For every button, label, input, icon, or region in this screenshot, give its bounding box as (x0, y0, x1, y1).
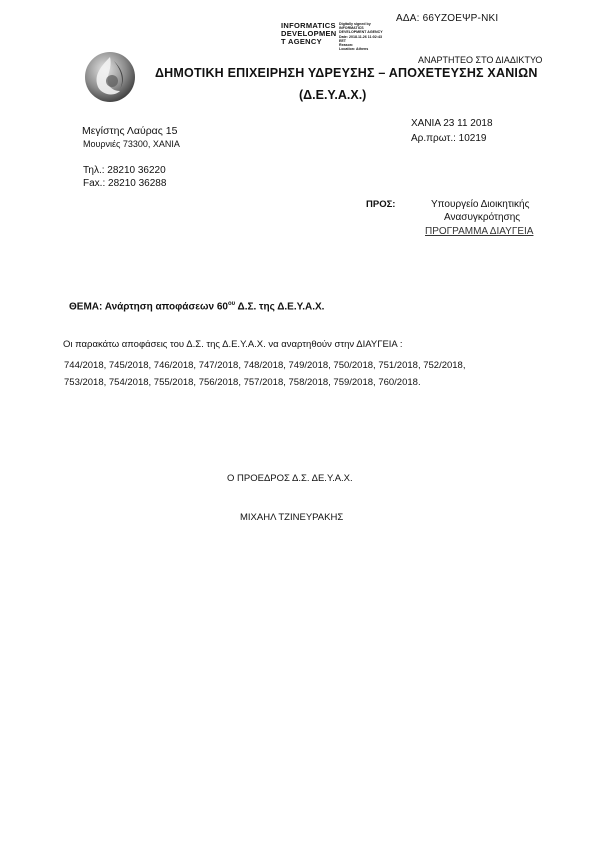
decisions-list-line: 753/2018, 754/2018, 755/2018, 756/2018, 757/2018, 758/2018, 759/2018, 760/2018. (64, 377, 421, 388)
recipient-line: Υπουργείο Διοικητικής (431, 199, 530, 210)
ada-code: ΑΔΑ: 66ΥΖΟΕΨΡ-ΝΚΙ (396, 13, 499, 24)
document-date: ΧΑΝΙΑ 23 11 2018 (411, 118, 493, 129)
body-intro: Οι παρακάτω αποφάσεις του Δ.Σ. της Δ.Ε.Υ.Α.Χ. να αναρτηθούν στην ΔΙΑΥΓΕΙΑ : (63, 339, 403, 350)
company-logo-icon (84, 51, 136, 103)
signature-detail: Reason: (339, 43, 354, 47)
signature-detail: Digitally signed by (339, 22, 371, 26)
subject-prefix: ΘΕΜΑ: Ανάρτηση αποφάσεων 60 (69, 301, 228, 313)
signature-detail: Date: 2018.11.26 11:02:43 (339, 34, 382, 39)
signature-detail: EET (339, 38, 346, 43)
posted-online-note: ΑΝΑΡΤΗΤΕΟ ΣΤΟ ΔΙΑΔΙΚΤΥΟ (418, 55, 543, 65)
company-name: ΔΗΜΟΤΙΚΗ ΕΠΙΧΕΙΡΗΣΗ ΥΔΡΕΥΣΗΣ – ΑΠΟΧΕΤΕΥΣΗΣ ΧΑΝΙΩΝ (155, 66, 538, 80)
subject-line (69, 301, 324, 312)
signature-detail: INFORMATICS (339, 26, 364, 31)
address-city: Μουρνιές 73300, ΧΑΝΙΑ (83, 139, 180, 149)
digital-signature-stamp (281, 22, 401, 60)
decisions-list-line: 744/2018, 745/2018, 746/2018, 747/2018, 748/2018, 749/2018, 750/2018, 751/2018, 752/2018, (64, 360, 466, 371)
recipient-label: ΠΡΟΣ: (366, 199, 396, 210)
signature-org-line: INFORMATICS (281, 21, 336, 30)
protocol-number: Αρ.πρωτ.: 10219 (411, 133, 487, 144)
subject-suffix: Δ.Σ. της Δ.Ε.Υ.Α.Χ. (235, 301, 325, 313)
signatory-role: Ο ΠΡΟΕΔΡΟΣ Δ.Σ. ΔΕ.Υ.Α.Χ. (227, 473, 353, 484)
signature-org-line: T AGENCY (281, 37, 322, 46)
recipient-program-link[interactable]: ΠΡΟΓΡΑΜΜΑ ΔΙΑΥΓΕΙΑ (425, 226, 534, 237)
signature-detail: DEVELOPMENT AGENCY (339, 30, 383, 35)
phone-number: Τηλ.: 28210 36220 (83, 165, 166, 176)
signature-org-line: DEVELOPMEN (281, 29, 337, 38)
address-street: Μεγίστης Λαύρας 15 (82, 125, 178, 137)
company-abbreviation: (Δ.Ε.Υ.Α.Χ.) (299, 88, 367, 102)
fax-number: Fax.: 28210 36288 (83, 178, 167, 189)
recipient-line: Ανασυγκρότησης (444, 212, 521, 223)
subject-superscript: ου (227, 301, 236, 307)
signature-detail: Location: Athens (339, 47, 369, 52)
signatory-name: ΜΙΧΑΗΛ ΤΖΙΝΕΥΡΑΚΗΣ (240, 512, 344, 523)
